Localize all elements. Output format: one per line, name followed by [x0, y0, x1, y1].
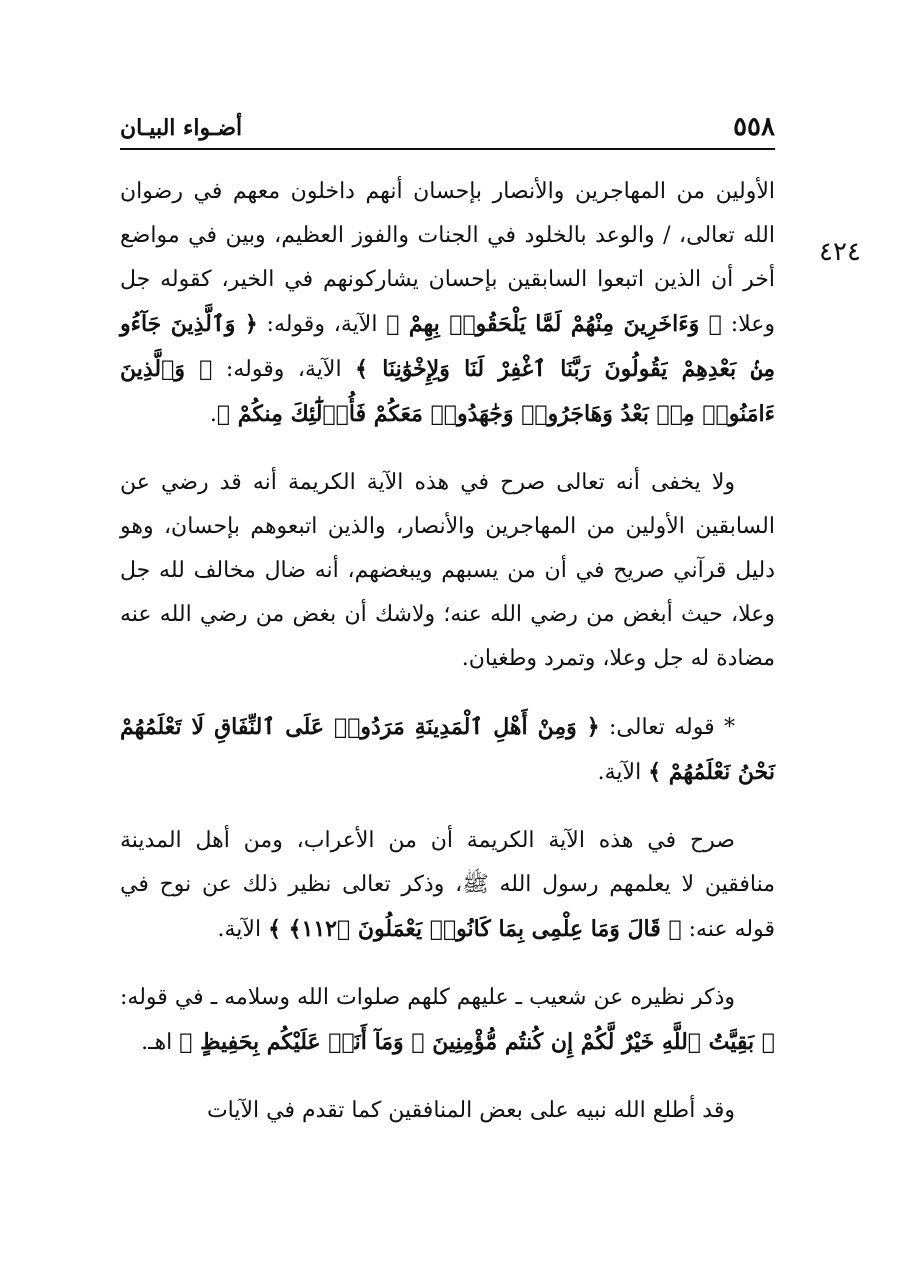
paragraph-1: [120, 170, 775, 437]
quran-verse: ﴿ وَٱلَّذِينَ جَآءُو مِنۢ بَعْدِهِمْ يَقُولُونَ رَبَّنَا ٱغْفِرْ لَنَا وَلِإِخْوَٰنِنَا ﴾: [120, 311, 776, 382]
margin-page-marker: ٤٢٤: [819, 237, 861, 267]
paragraph-text: الآية، وقوله:: [212, 357, 356, 382]
paragraph-text: .: [209, 402, 217, 427]
quran-verse: ﴿ وَءَاخَرِينَ مِنْهُمْ لَمَّا يَلْحَقُوا۟ بِهِمْ ﴾: [386, 311, 722, 337]
page-header: [120, 112, 775, 150]
paragraph-4: [120, 819, 775, 952]
quran-verse: ﴿ وَٱلَّذِينَ ءَامَنُوا۟ مِنۢ بَعْدُ وَهَاجَرُوا۟ وَجَٰهَدُوا۟ مَعَكُمْ فَأُو۟لَٰٓئِكَ مِنكُمْ ﴾: [120, 356, 775, 427]
quran-verse: ﴿ بَقِيَّتُ ٱللَّهِ خَيْرٌ لَّكُمْ إِن كُنتُم مُّؤْمِنِينَ ۚ وَمَآ أَنَا۠ عَلَيْكُم بِحَفِيظٍ ﴾: [179, 1029, 775, 1055]
paragraph-text: ولا يخفى أنه تعالى صرح في هذه الآية الكريمة أنه قد رضي عن السابقين الأولين من المهاجرين والأنصار، والذين اتبعوهم بإحسان، وهو دليل قرآني صريح في أن من يسبهم ويبغضهم، أنه ضال مخالف لله جل وعلا، حيث أبغض من رضي الله عنه؛ ولاشك أن بغض من رضي الله عنه مضادة له جل وعلا، وتمرد وطغيان.: [120, 470, 775, 671]
book-title: أضـواء البيـان: [120, 115, 243, 141]
page-body: [120, 170, 775, 1157]
paragraph-text: الآية.: [597, 760, 649, 785]
paragraph-text: صرح في هذه الآية الكريمة أن من الأعراب، ومن أهل المدينة منافقين لا يعلمهم رسول الله ﷺ، وذكر تعالى نظير ذلك عن نوح في قوله عنه:: [120, 828, 775, 942]
paragraph-text: الآية.: [217, 917, 269, 942]
quran-verse: ﴿ قَالَ وَمَا عِلْمِى بِمَا كَانُوا۟ يَعْمَلُونَ ﴿١١٢﴾ ﴾: [268, 916, 682, 942]
paragraph-text: الآية، وقوله:: [257, 312, 387, 337]
paragraph-3: [120, 705, 775, 795]
paragraph-text: وقد أطلع الله نبيه على بعض المنافقين كما تقدم في الآيات: [206, 1098, 735, 1123]
paragraph-text: وذكر نظيره عن شعيب ـ عليهم كلهم صلوات الله وسلامه ـ في قوله:: [120, 985, 735, 1010]
paragraph-text: الأولين من المهاجرين والأنصار بإحسان أنهم داخلون معهم في رضوان الله تعالى، / والوعد بالخلود في الجنات والفوز العظيم، وبين في مواضع أخر أن الذين اتبعوا السابقين بإحسان يشاركونهم في الخير، كقوله جل وعلا:: [120, 179, 775, 337]
paragraph-5: [120, 976, 775, 1065]
paragraph-text: اهـ.: [141, 1030, 180, 1055]
paragraph-text: * قوله تعالى:: [599, 715, 735, 740]
quran-verse: ﴿ وَمِنْ أَهْلِ ٱلْمَدِينَةِ مَرَدُوا۟ عَلَى ٱلنِّفَاقِ لَا تَعْلَمُهُمْ نَحْنُ نَعْلَمُهُمْ ﴾: [120, 714, 775, 785]
page-number: ٥٥٨: [733, 112, 775, 142]
paragraph-6: [120, 1089, 775, 1133]
paragraph-2: [120, 461, 775, 681]
